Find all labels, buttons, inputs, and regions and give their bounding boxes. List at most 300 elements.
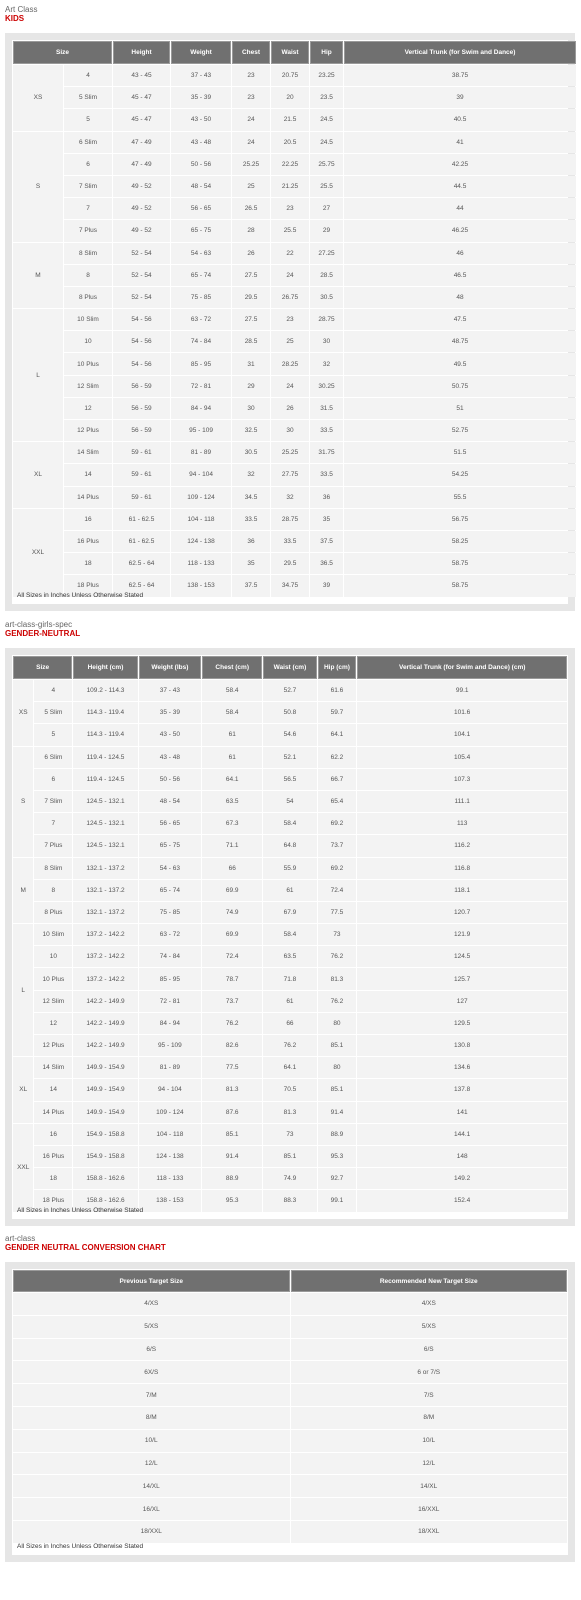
table-cell: 27.5 xyxy=(232,309,270,330)
table-cell: 80 xyxy=(318,1013,357,1034)
table-row xyxy=(13,509,576,530)
table-cell: 20 xyxy=(271,87,309,108)
table-row xyxy=(13,791,567,812)
column-header: Hip (cm) xyxy=(318,656,357,679)
table-cell: 28.75 xyxy=(271,509,309,530)
table-cell: 49 - 52 xyxy=(113,176,170,197)
table-cell: 38.75 xyxy=(344,65,576,86)
table-cell: 37.5 xyxy=(310,531,343,552)
table-cell: 61 xyxy=(202,724,262,745)
size-chart-frame xyxy=(5,33,575,611)
table-cell: 73 xyxy=(263,1124,316,1145)
table-cell: 18 xyxy=(34,1168,72,1189)
table-row xyxy=(13,1521,567,1543)
table-cell: 119.4 - 124.5 xyxy=(73,769,137,790)
table-cell: 25.5 xyxy=(310,176,343,197)
size-group-label: XL xyxy=(13,1057,33,1123)
table-cell: 104 - 118 xyxy=(139,1124,201,1145)
table-cell: 154.9 - 158.8 xyxy=(73,1146,137,1167)
table-cell: 45 - 47 xyxy=(113,109,170,130)
table-cell: 22.25 xyxy=(271,154,309,175)
table-cell: 65 - 75 xyxy=(171,220,231,241)
table-cell: 32.5 xyxy=(232,420,270,441)
table-cell: 27.75 xyxy=(271,464,309,485)
table-cell: 64.1 xyxy=(202,769,262,790)
table-cell: 8 xyxy=(64,265,112,286)
table-cell: 95 - 109 xyxy=(171,420,231,441)
header-row xyxy=(13,656,567,679)
table-cell: 88.3 xyxy=(263,1190,316,1211)
table-row xyxy=(13,1361,567,1383)
table-cell: 56 - 65 xyxy=(171,198,231,219)
table-row xyxy=(13,1475,567,1497)
table-cell: 56 - 59 xyxy=(113,376,170,397)
table-row xyxy=(13,198,576,219)
table-cell: 25.25 xyxy=(271,442,309,463)
table-cell: 63 - 72 xyxy=(171,309,231,330)
table-cell: 76.2 xyxy=(318,946,357,967)
table-cell: 70.5 xyxy=(263,1079,316,1100)
table-cell: 119.4 - 124.5 xyxy=(73,747,137,768)
section-brand: art-class-girls-spec xyxy=(5,620,73,629)
table-row xyxy=(13,1498,567,1520)
table-cell: 29.5 xyxy=(232,287,270,308)
table-cell: 58.4 xyxy=(263,813,316,834)
table-cell: 12 Plus xyxy=(34,1035,72,1056)
table-cell: 48 - 54 xyxy=(171,176,231,197)
table-row xyxy=(13,1339,567,1361)
table-cell: 16/XL xyxy=(13,1498,290,1520)
table-cell: 46 xyxy=(344,243,576,264)
table-cell: 18/XXL xyxy=(13,1521,290,1543)
table-cell: 65 - 74 xyxy=(139,880,201,901)
table-cell: 6 Slim xyxy=(64,132,112,153)
table-cell: 73 xyxy=(318,924,357,945)
units-note: All Sizes in Inches Unless Otherwise Stated xyxy=(17,592,144,599)
table-cell: 23.5 xyxy=(310,87,343,108)
table-cell: 124.5 - 132.1 xyxy=(73,835,137,856)
size-group-label: S xyxy=(13,747,33,857)
table-cell: 64.1 xyxy=(318,724,357,745)
table-cell: 48 xyxy=(344,287,576,308)
table-cell: 29 xyxy=(310,220,343,241)
table-cell: 24 xyxy=(232,132,270,153)
table-cell: 65 - 75 xyxy=(139,835,201,856)
table-cell: 61 xyxy=(202,747,262,768)
table-row xyxy=(13,109,576,130)
table-cell: 109 - 124 xyxy=(171,487,231,508)
table-row xyxy=(13,287,576,308)
size-chart-panel xyxy=(12,655,568,1219)
table-cell: 21.25 xyxy=(271,176,309,197)
table-cell: 30.25 xyxy=(310,376,343,397)
table-cell: 24.5 xyxy=(310,132,343,153)
table-cell: 7 Slim xyxy=(64,176,112,197)
table-cell: 94 - 104 xyxy=(171,464,231,485)
table-cell: 58.75 xyxy=(344,575,576,596)
table-cell: 50.75 xyxy=(344,376,576,397)
table-cell: 59.7 xyxy=(318,702,357,723)
table-cell: 27.25 xyxy=(310,243,343,264)
table-cell: 30.5 xyxy=(310,287,343,308)
table-cell: 30.5 xyxy=(232,442,270,463)
table-cell: 109 - 124 xyxy=(139,1102,201,1123)
table-cell: 8 Plus xyxy=(34,902,72,923)
table-row xyxy=(13,420,576,441)
table-cell: 80 xyxy=(318,1057,357,1078)
table-cell: 16 xyxy=(34,1124,72,1145)
table-cell: 28 xyxy=(232,220,270,241)
table-row xyxy=(13,747,567,768)
table-cell: 5 Slim xyxy=(64,87,112,108)
table-cell: 66 xyxy=(202,858,262,879)
table-row xyxy=(13,702,567,723)
table-cell: 48 - 54 xyxy=(139,791,201,812)
table-cell: 25.75 xyxy=(310,154,343,175)
table-cell: 77.5 xyxy=(318,902,357,923)
table-cell: 114.3 - 119.4 xyxy=(73,724,137,745)
table-cell: 8 Slim xyxy=(64,243,112,264)
table-cell: 54.6 xyxy=(263,724,316,745)
table-cell: 101.6 xyxy=(357,702,567,723)
table-row xyxy=(13,813,567,834)
table-cell: 14/XL xyxy=(291,1475,568,1497)
table-cell: 16/XXL xyxy=(291,1498,568,1520)
column-header: Waist xyxy=(271,41,309,64)
column-header: Chest (cm) xyxy=(202,656,262,679)
table-cell: 16 Plus xyxy=(34,1146,72,1167)
table-cell: 26 xyxy=(271,398,309,419)
table-cell: 118 - 133 xyxy=(171,553,231,574)
table-cell: 149.2 xyxy=(357,1168,567,1189)
table-cell: 7 xyxy=(34,813,72,834)
column-header: Size xyxy=(13,656,72,679)
table-cell: 73.7 xyxy=(318,835,357,856)
table-cell: 62.5 - 64 xyxy=(113,575,170,596)
table-cell: 104 - 118 xyxy=(171,509,231,530)
size-chart-table xyxy=(12,40,577,598)
table-cell: 20.75 xyxy=(271,65,309,86)
table-cell: 51 xyxy=(344,398,576,419)
table-cell: 7/S xyxy=(291,1384,568,1406)
table-cell: 5/XS xyxy=(13,1316,290,1338)
conversion-chart-panel xyxy=(12,1269,568,1555)
table-row xyxy=(13,1035,567,1056)
table-cell: 23 xyxy=(271,309,309,330)
table-cell: 69.2 xyxy=(318,858,357,879)
table-cell: 74.9 xyxy=(263,1168,316,1189)
table-cell: 124 - 138 xyxy=(139,1146,201,1167)
table-row xyxy=(13,1124,567,1145)
table-cell: 148 xyxy=(357,1146,567,1167)
table-cell: 12/L xyxy=(291,1453,568,1475)
table-row xyxy=(13,880,567,901)
table-cell: 154.9 - 158.8 xyxy=(73,1124,137,1145)
table-cell: 59 - 61 xyxy=(113,442,170,463)
size-group-label: S xyxy=(13,132,63,242)
table-cell: 6 xyxy=(64,154,112,175)
size-group-label: L xyxy=(13,309,63,441)
table-cell: 23 xyxy=(232,65,270,86)
table-row xyxy=(13,724,567,745)
table-cell: 4/XS xyxy=(13,1293,290,1315)
table-cell: 72.4 xyxy=(202,946,262,967)
table-cell: 18 Plus xyxy=(64,575,112,596)
table-cell: 8 xyxy=(34,880,72,901)
table-cell: 137.8 xyxy=(357,1079,567,1100)
table-cell: 63 - 72 xyxy=(139,924,201,945)
table-row xyxy=(13,531,576,552)
table-cell: 5 xyxy=(64,109,112,130)
table-cell: 69.2 xyxy=(318,813,357,834)
table-cell: 95.3 xyxy=(202,1190,262,1211)
table-cell: 14 Slim xyxy=(64,442,112,463)
column-header: Recommended New Target Size xyxy=(291,1270,568,1292)
table-cell: 84 - 94 xyxy=(139,1013,201,1034)
table-cell: 74.9 xyxy=(202,902,262,923)
table-cell: 43 - 48 xyxy=(171,132,231,153)
table-cell: 52 - 54 xyxy=(113,287,170,308)
table-cell: 12 Plus xyxy=(64,420,112,441)
table-cell: 10 Plus xyxy=(64,353,112,374)
table-cell: 61 xyxy=(263,991,316,1012)
table-cell: 12/L xyxy=(13,1453,290,1475)
table-cell: 23.25 xyxy=(310,65,343,86)
section-title: KIDS xyxy=(5,14,25,23)
table-cell: 22 xyxy=(271,243,309,264)
table-cell: 30 xyxy=(232,398,270,419)
table-cell: 5 Slim xyxy=(34,702,72,723)
table-cell: 35 xyxy=(232,553,270,574)
table-row xyxy=(13,1293,567,1315)
table-cell: 8 Slim xyxy=(34,858,72,879)
column-header: Previous Target Size xyxy=(13,1270,290,1292)
table-cell: 76.2 xyxy=(263,1035,316,1056)
table-cell: 35 - 39 xyxy=(139,702,201,723)
table-cell: 8/M xyxy=(13,1407,290,1429)
table-cell: 10/L xyxy=(13,1430,290,1452)
table-cell: 105.4 xyxy=(357,747,567,768)
table-cell: 137.2 - 142.2 xyxy=(73,946,137,967)
table-row xyxy=(13,924,567,945)
table-cell: 26.75 xyxy=(271,287,309,308)
table-cell: 23 xyxy=(271,198,309,219)
section-brand: art-class xyxy=(5,1234,36,1243)
table-cell: 26 xyxy=(232,243,270,264)
table-row xyxy=(13,464,576,485)
table-cell: 92.7 xyxy=(318,1168,357,1189)
table-cell: 6/S xyxy=(291,1339,568,1361)
table-cell: 144.1 xyxy=(357,1124,567,1145)
table-cell: 55.5 xyxy=(344,487,576,508)
table-row xyxy=(13,991,567,1012)
table-cell: 24.5 xyxy=(310,109,343,130)
table-cell: 149.9 - 154.9 xyxy=(73,1079,137,1100)
table-cell: 82.6 xyxy=(202,1035,262,1056)
table-cell: 5 xyxy=(34,724,72,745)
table-cell: 52.7 xyxy=(263,680,316,701)
table-cell: 75 - 85 xyxy=(139,902,201,923)
table-cell: 10 Plus xyxy=(34,968,72,989)
table-cell: 56 - 59 xyxy=(113,420,170,441)
table-cell: 81 - 89 xyxy=(139,1057,201,1078)
table-cell: 84 - 94 xyxy=(171,398,231,419)
table-cell: 124 - 138 xyxy=(171,531,231,552)
table-cell: 40.5 xyxy=(344,109,576,130)
table-cell: 49 - 52 xyxy=(113,220,170,241)
column-header: Height xyxy=(113,41,170,64)
table-cell: 33.5 xyxy=(310,420,343,441)
table-cell: 59 - 61 xyxy=(113,464,170,485)
table-cell: 30 xyxy=(271,420,309,441)
table-row xyxy=(13,243,576,264)
table-cell: 4 xyxy=(64,65,112,86)
table-cell: 74 - 84 xyxy=(171,331,231,352)
table-cell: 76.2 xyxy=(202,1013,262,1034)
table-row xyxy=(13,1407,567,1429)
table-cell: 24 xyxy=(271,376,309,397)
table-row xyxy=(13,376,576,397)
table-cell: 43 - 50 xyxy=(139,724,201,745)
table-cell: 69.9 xyxy=(202,924,262,945)
table-row xyxy=(13,265,576,286)
table-cell: 81.3 xyxy=(202,1079,262,1100)
table-row xyxy=(13,398,576,419)
table-row xyxy=(13,553,576,574)
table-cell: 152.4 xyxy=(357,1190,567,1211)
column-header: Vertical Trunk (for Swim and Dance) xyxy=(344,41,576,64)
table-cell: 49 - 52 xyxy=(113,198,170,219)
table-row xyxy=(13,1146,567,1167)
table-cell: 7 xyxy=(64,198,112,219)
table-cell: 46.25 xyxy=(344,220,576,241)
table-cell: 120.7 xyxy=(357,902,567,923)
table-row xyxy=(13,1316,567,1338)
table-cell: 41 xyxy=(344,132,576,153)
table-cell: 7 Plus xyxy=(64,220,112,241)
table-cell: 138 - 153 xyxy=(171,575,231,596)
table-row xyxy=(13,1430,567,1452)
header-row xyxy=(13,1270,567,1292)
table-row xyxy=(13,87,576,108)
table-cell: 74 - 84 xyxy=(139,946,201,967)
size-group-label: XXL xyxy=(13,509,63,597)
table-cell: 37.5 xyxy=(232,575,270,596)
table-cell: 33.5 xyxy=(232,509,270,530)
table-cell: 45 - 47 xyxy=(113,87,170,108)
units-note: All Sizes in Inches Unless Otherwise Stated xyxy=(17,1543,144,1550)
table-cell: 64.8 xyxy=(263,835,316,856)
table-cell: 39 xyxy=(344,87,576,108)
table-row xyxy=(13,946,567,967)
section-brand: Art Class xyxy=(5,5,38,14)
table-cell: 24 xyxy=(271,265,309,286)
size-group-label: M xyxy=(13,858,33,924)
table-cell: 42.25 xyxy=(344,154,576,175)
table-cell: 149.9 - 154.9 xyxy=(73,1102,137,1123)
table-cell: 30 xyxy=(310,331,343,352)
table-cell: 124.5 xyxy=(357,946,567,967)
table-cell: 124.5 - 132.1 xyxy=(73,791,137,812)
table-cell: 58.75 xyxy=(344,553,576,574)
table-cell: 23 xyxy=(232,87,270,108)
table-cell: 91.4 xyxy=(202,1146,262,1167)
table-cell: 6 or 7/S xyxy=(291,1361,568,1383)
size-group-label: XS xyxy=(13,65,63,131)
size-chart-panel xyxy=(12,40,568,604)
table-cell: 31.5 xyxy=(310,398,343,419)
table-cell: 66.7 xyxy=(318,769,357,790)
table-cell: 56 - 59 xyxy=(113,398,170,419)
table-cell: 37 - 43 xyxy=(171,65,231,86)
column-header: Chest xyxy=(232,41,270,64)
table-cell: 28.5 xyxy=(232,331,270,352)
table-cell: 25 xyxy=(232,176,270,197)
table-cell: 25.5 xyxy=(271,220,309,241)
table-cell: 132.1 - 137.2 xyxy=(73,880,137,901)
table-cell: 14 Slim xyxy=(34,1057,72,1078)
table-cell: 61 - 62.5 xyxy=(113,509,170,530)
table-cell: 129.5 xyxy=(357,1013,567,1034)
table-cell: 118.1 xyxy=(357,880,567,901)
table-cell: 32 xyxy=(310,353,343,374)
table-cell: 54 - 56 xyxy=(113,353,170,374)
conversion-table xyxy=(12,1269,568,1544)
table-cell: 31.75 xyxy=(310,442,343,463)
table-cell: 127 xyxy=(357,991,567,1012)
table-cell: 58.4 xyxy=(263,924,316,945)
section-title: GENDER-NEUTRAL xyxy=(5,629,81,638)
table-cell: 85 - 95 xyxy=(171,353,231,374)
table-cell: 36 xyxy=(310,487,343,508)
table-cell: 78.7 xyxy=(202,968,262,989)
table-cell: 63.5 xyxy=(263,946,316,967)
table-row xyxy=(13,353,576,374)
table-cell: 62.2 xyxy=(318,747,357,768)
table-cell: 48.75 xyxy=(344,331,576,352)
table-cell: 85.1 xyxy=(202,1124,262,1145)
table-cell: 137.2 - 142.2 xyxy=(73,968,137,989)
table-cell: 55.9 xyxy=(263,858,316,879)
table-cell: 14 xyxy=(34,1079,72,1100)
table-cell: 76.2 xyxy=(318,991,357,1012)
size-chart-frame xyxy=(5,648,575,1226)
table-cell: 61.6 xyxy=(318,680,357,701)
table-cell: 16 xyxy=(64,509,112,530)
table-cell: 28.5 xyxy=(310,265,343,286)
table-cell: 114.3 - 119.4 xyxy=(73,702,137,723)
table-cell: 47.5 xyxy=(344,309,576,330)
table-cell: 25 xyxy=(271,331,309,352)
table-cell: 81 - 89 xyxy=(171,442,231,463)
table-cell: 121.9 xyxy=(357,924,567,945)
table-cell: 34.5 xyxy=(232,487,270,508)
table-cell: 52 - 54 xyxy=(113,243,170,264)
table-cell: 95.3 xyxy=(318,1146,357,1167)
table-cell: 88.9 xyxy=(318,1124,357,1145)
table-cell: 73.7 xyxy=(202,991,262,1012)
table-cell: 39 xyxy=(310,575,343,596)
table-row xyxy=(13,1168,567,1189)
size-group-label: M xyxy=(13,243,63,309)
table-row xyxy=(13,968,567,989)
table-cell: 138 - 153 xyxy=(139,1190,201,1211)
table-cell: 85 - 95 xyxy=(139,968,201,989)
table-cell: 56.5 xyxy=(263,769,316,790)
table-row xyxy=(13,154,576,175)
table-cell: 26.5 xyxy=(232,198,270,219)
table-cell: 65 - 74 xyxy=(171,265,231,286)
